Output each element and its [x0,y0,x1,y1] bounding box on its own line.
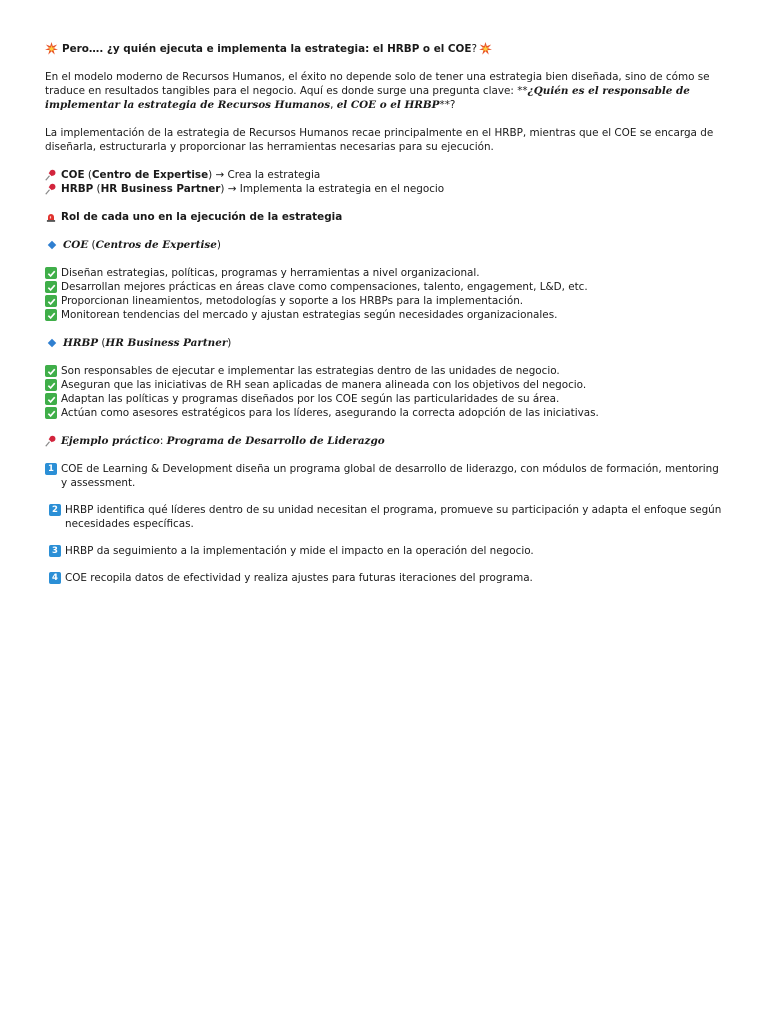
example-step-text: COE recopila datos de efectividad y realiza ajustes para futuras iteraciones del programa. [65,572,533,584]
pushpin-icon [45,183,57,195]
example-step [45,462,724,490]
list-item [45,280,724,294]
list-item-text: Desarrollan mejores prácticas en áreas clave como compensaciones, talento, engagement, L&D, etc. [61,281,588,293]
intro-question-end: el COE o el HRBP [336,99,440,111]
list-item-text: Actúan como asesores estratégicos para los líderes, asegurando la correcta adopción de las iniciativas. [61,407,599,419]
check-box-icon [45,281,57,293]
blue-diamond-icon [48,339,56,347]
coe-heading-abbr: COE [63,239,89,251]
keycap-number-icon: 3 [49,545,61,557]
example-step [45,503,724,531]
keycap-number-icon: 2 [49,504,61,516]
example-step-text: HRBP da seguimiento a la implementación y mide el impacto en la operación del negocio. [65,545,534,557]
list-item-text: Son responsables de ejecutar e implementar las estrategias dentro de las unidades de negocio. [61,365,560,377]
title-text: Pero…. ¿y quién ejecuta e implementa la estrategia: el HRBP o el COE [62,43,472,55]
check-box-icon [45,267,57,279]
check-box-icon [45,309,57,321]
intro-paragraph [45,70,724,112]
paren-open: ( [84,169,92,181]
list-item [45,378,724,392]
list-item [45,392,724,406]
coe-abbr: COE [61,169,85,181]
list-item-text: Monitorean tendencias del mercado y ajustan estrategias según necesidades organizacionales. [61,309,558,321]
paren-close: ) [227,337,232,349]
example-step-text: COE de Learning & Development diseña un programa global de desarrollo de liderazgo, con módulos de formación, mentoring y assessment. [61,463,719,489]
list-item-text: Proporcionan lineamientos, metodologías y soporte a los HRBPs para la implementación. [61,295,524,307]
check-box-icon [45,407,57,419]
pushpin-icon [45,169,57,181]
hrbp-heading-full: HR Business Partner [105,337,228,349]
keycap-number-icon: 1 [45,463,57,475]
title-line [45,42,724,56]
blue-diamond-icon [48,241,56,249]
arrow: → [227,183,237,195]
section-heading-text: Rol de cada uno en la ejecución de la estrategia [61,211,343,223]
example-heading [45,434,724,448]
hrbp-full-name: HR Business Partner [100,183,221,195]
implementation-paragraph: La implementación de la estrategia de Recursos Humanos recae principalmente en el HRBP, mientras que el COE se encarga de diseñarla, estructurarla y proporcionar las herramientas necesarias para su ejecución. [45,127,714,153]
list-item [45,266,724,280]
check-box-icon [45,393,57,405]
pushpin-icon [45,435,57,447]
hrbp-heading-abbr: HRBP [63,337,99,349]
paren-close: ) [220,183,228,195]
check-box-icon [45,379,57,391]
check-box-icon [45,295,57,307]
example-colon: : [159,435,167,447]
paren-close: ) [216,239,221,251]
list-item [45,364,724,378]
hrbp-abbr: HRBP [61,183,94,195]
check-box-icon [45,365,57,377]
intro-question: ¿Quién es el responsable de implementar la estrategia de Recursos Humanos [45,85,690,111]
list-item [45,294,724,308]
siren-icon [45,211,57,223]
collision-icon [479,42,492,55]
arrow: → [215,169,225,181]
paren-close: ) [208,169,216,181]
example-step [45,544,724,558]
example-title: Programa de Desarrollo de Liderazgo [166,435,385,447]
intro-text: En el modelo moderno de Recursos Humanos, el éxito no depende solo de tener una estrategia bien diseñada, sino de cómo se traduce en resultados tangibles para el negocio. Aquí es donde surge una pregunta clave: ** [45,71,710,97]
list-item-text: Aseguran que las iniciativas de RH sean aplicadas de manera alineada con los objetivos del negocio. [61,379,587,391]
role-summary-hrbp [45,182,724,196]
hrbp-summary: Implementa la estrategia en el negocio [236,183,445,195]
collision-icon [45,42,58,55]
role-summary-coe [45,168,724,182]
intro-comma: , [330,99,337,111]
intro-text-end: **? [439,99,456,111]
coe-heading-full: Centros de Expertise [95,239,217,251]
coe-heading [45,238,724,252]
coe-full-name: Centro de Expertise [91,169,209,181]
coe-summary: Crea la estrategia [224,169,321,181]
title-suffix: ? [471,43,477,55]
example-label: Ejemplo práctico [61,435,160,447]
list-item [45,308,724,322]
hrbp-heading [45,336,724,350]
section-heading [45,210,724,224]
list-item-text: Diseñan estrategias, políticas, programas y herramientas a nivel organizacional. [61,267,480,279]
list-item-text: Adaptan las políticas y programas diseñados por los COE según las particularidades de su área. [61,393,560,405]
paren-open: ( [98,337,106,349]
paren-open: ( [93,183,101,195]
list-item [45,406,724,420]
paren-open: ( [88,239,96,251]
keycap-number-icon: 4 [49,572,61,584]
example-step [45,571,724,585]
example-step-text: HRBP identifica qué líderes dentro de su unidad necesitan el programa, promueve su participación y adapta el enfoque según necesidades específicas. [65,504,722,530]
